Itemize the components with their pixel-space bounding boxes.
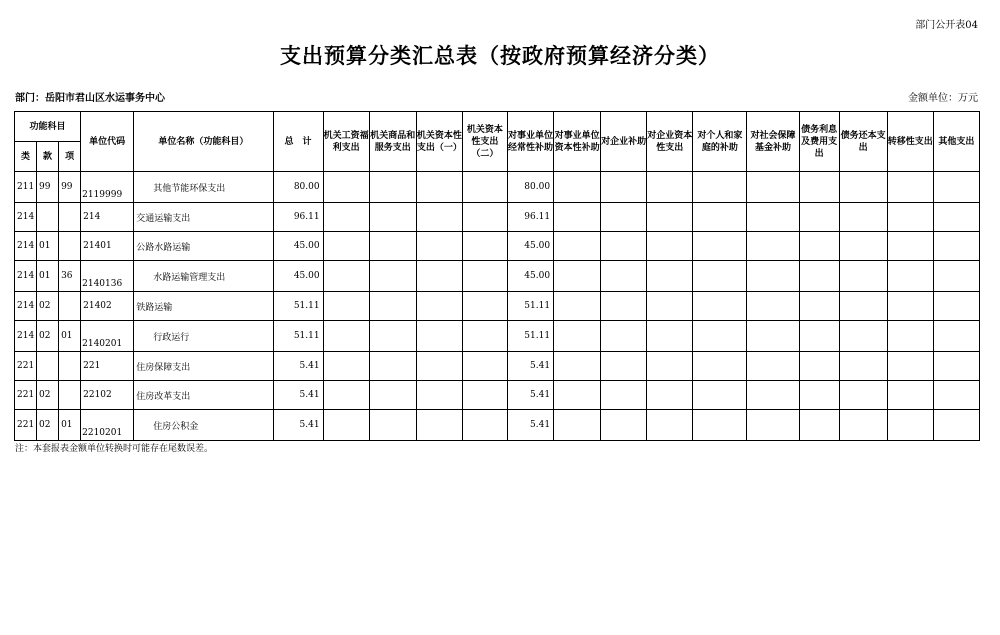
- cell-amount: [933, 172, 979, 203]
- cell-xiang: 01: [59, 410, 81, 441]
- cell-amount: [462, 232, 507, 261]
- cell-xiang: 01: [59, 321, 81, 352]
- cell-amount: [369, 232, 416, 261]
- cell-total: 45.00: [273, 261, 323, 292]
- cell-amount: [799, 172, 839, 203]
- cell-unit-code: 21402: [81, 292, 134, 321]
- cell-amount: [601, 321, 647, 352]
- cell-amount: [839, 381, 887, 410]
- cell-amount: [462, 172, 507, 203]
- cell-amount: [323, 321, 369, 352]
- cell-total: 5.41: [273, 381, 323, 410]
- cell-amount: [554, 232, 601, 261]
- cell-unit-code: 2140136: [81, 261, 134, 292]
- cell-amount: [323, 410, 369, 441]
- header-col: 债务利息及费用支出: [799, 112, 839, 172]
- cell-amount: [554, 381, 601, 410]
- cell-amount: [933, 321, 979, 352]
- cell-amount: [933, 410, 979, 441]
- cell-amount: [799, 410, 839, 441]
- cell-amount: [416, 292, 462, 321]
- cell-amount: [839, 352, 887, 381]
- cell-amount: [416, 261, 462, 292]
- cell-total: 5.41: [273, 410, 323, 441]
- footnote: 注：本套报表金额单位转换时可能存在尾数误差。: [15, 444, 214, 454]
- cell-amount: [747, 172, 799, 203]
- cell-lei: 221: [15, 410, 37, 441]
- header-col: 对社会保障基金补助: [747, 112, 799, 172]
- cell-lei: 214: [15, 232, 37, 261]
- cell-amount: [554, 352, 601, 381]
- cell-amount: [933, 203, 979, 232]
- cell-unit-name: 交通运输支出: [134, 203, 273, 232]
- cell-amount: [693, 292, 747, 321]
- cell-kuan: 02: [37, 381, 59, 410]
- table-row: [15, 203, 980, 232]
- cell-amount: [647, 232, 693, 261]
- cell-lei: 211: [15, 172, 37, 203]
- cell-amount: [647, 410, 693, 441]
- cell-amount: [462, 352, 507, 381]
- cell-unit-code: 22102: [81, 381, 134, 410]
- header-col: 对事业单位经常性补助: [507, 112, 553, 172]
- cell-unit-name: 铁路运输: [134, 292, 273, 321]
- table-row: [15, 292, 980, 321]
- table-header: [15, 112, 980, 172]
- cell-amount: [554, 321, 601, 352]
- budget-table: [14, 111, 980, 441]
- cell-amount: [887, 352, 933, 381]
- cell-amount: [601, 352, 647, 381]
- cell-amount: [369, 292, 416, 321]
- cell-kuan: 02: [37, 321, 59, 352]
- cell-kuan: 02: [37, 292, 59, 321]
- header-col: 机关工资福利支出: [323, 112, 369, 172]
- cell-amount: [369, 381, 416, 410]
- cell-amount: [601, 172, 647, 203]
- cell-amount: [369, 410, 416, 441]
- header-col: 对企业补助: [601, 112, 647, 172]
- cell-total: 5.41: [273, 352, 323, 381]
- cell-amount: [887, 292, 933, 321]
- cell-unit-name: 公路水路运输: [134, 232, 273, 261]
- cell-unit-name: 住房改革支出: [134, 381, 273, 410]
- header-func-group: 功能科目: [15, 112, 81, 142]
- cell-total: 96.11: [273, 203, 323, 232]
- cell-amount: [369, 321, 416, 352]
- cell-amount: [323, 261, 369, 292]
- cell-unit-code: 214: [81, 203, 134, 232]
- table-row: [15, 172, 980, 203]
- header-unit-code: 单位代码: [81, 112, 134, 172]
- cell-amount: 5.41: [507, 381, 553, 410]
- cell-amount: [323, 232, 369, 261]
- cell-amount: [554, 172, 601, 203]
- cell-amount: [554, 292, 601, 321]
- cell-lei: 221: [15, 381, 37, 410]
- cell-amount: [839, 321, 887, 352]
- cell-amount: [799, 261, 839, 292]
- cell-amount: [647, 321, 693, 352]
- cell-amount: [323, 352, 369, 381]
- cell-amount: [747, 292, 799, 321]
- cell-amount: [554, 261, 601, 292]
- cell-amount: 45.00: [507, 232, 553, 261]
- cell-amount: [323, 381, 369, 410]
- cell-amount: 51.11: [507, 321, 553, 352]
- cell-amount: [747, 410, 799, 441]
- cell-unit-code: 2119999: [81, 172, 134, 203]
- amount-unit-label: 金额单位：万元: [908, 93, 978, 104]
- cell-lei: 214: [15, 203, 37, 232]
- page-title: 支出预算分类汇总表（按政府预算经济分类）: [280, 43, 720, 68]
- header-col: 转移性支出: [887, 112, 933, 172]
- cell-amount: [839, 172, 887, 203]
- cell-amount: [647, 261, 693, 292]
- cell-amount: [416, 232, 462, 261]
- cell-amount: 45.00: [507, 261, 553, 292]
- cell-amount: [554, 410, 601, 441]
- department-label: 部门：岳阳市君山区水运事务中心: [15, 93, 165, 104]
- header-col: 机关商品和服务支出: [369, 112, 416, 172]
- cell-kuan: [37, 203, 59, 232]
- cell-amount: [693, 321, 747, 352]
- header-col: 对事业单位资本性补助: [554, 112, 601, 172]
- cell-amount: [601, 203, 647, 232]
- cell-kuan: [37, 352, 59, 381]
- cell-amount: [601, 381, 647, 410]
- cell-amount: [693, 232, 747, 261]
- cell-amount: 96.11: [507, 203, 553, 232]
- cell-amount: [369, 172, 416, 203]
- cell-amount: [839, 261, 887, 292]
- header-col: 其他支出: [933, 112, 979, 172]
- cell-total: 45.00: [273, 232, 323, 261]
- cell-amount: [933, 292, 979, 321]
- cell-amount: [799, 232, 839, 261]
- cell-amount: [323, 172, 369, 203]
- cell-unit-code: 221: [81, 352, 134, 381]
- cell-unit-name: 行政运行: [134, 321, 273, 352]
- cell-amount: [647, 203, 693, 232]
- cell-xiang: 99: [59, 172, 81, 203]
- cell-amount: [369, 261, 416, 292]
- cell-amount: [601, 261, 647, 292]
- header-lei: 类: [15, 142, 37, 172]
- cell-amount: [747, 232, 799, 261]
- cell-amount: [323, 292, 369, 321]
- cell-amount: [369, 203, 416, 232]
- header-col: 对个人和家庭的补助: [693, 112, 747, 172]
- cell-amount: [887, 261, 933, 292]
- cell-amount: [887, 321, 933, 352]
- cell-amount: 51.11: [507, 292, 553, 321]
- cell-amount: [416, 381, 462, 410]
- cell-amount: [462, 321, 507, 352]
- header-col: 机关资本性支出（二）: [462, 112, 507, 172]
- cell-amount: 80.00: [507, 172, 553, 203]
- cell-xiang: [59, 292, 81, 321]
- cell-kuan: 01: [37, 232, 59, 261]
- table-row: [15, 352, 980, 381]
- cell-amount: [462, 261, 507, 292]
- cell-amount: [747, 261, 799, 292]
- cell-kuan: 02: [37, 410, 59, 441]
- cell-lei: 214: [15, 321, 37, 352]
- table-row: [15, 261, 980, 292]
- cell-amount: [601, 410, 647, 441]
- cell-unit-code: 21401: [81, 232, 134, 261]
- cell-kuan: 01: [37, 261, 59, 292]
- cell-amount: [693, 203, 747, 232]
- cell-xiang: 36: [59, 261, 81, 292]
- cell-unit-code: 2140201: [81, 321, 134, 352]
- table-body: [15, 172, 980, 441]
- cell-xiang: [59, 381, 81, 410]
- table-row: [15, 410, 980, 441]
- cell-amount: [647, 292, 693, 321]
- cell-amount: [462, 381, 507, 410]
- cell-amount: 5.41: [507, 352, 553, 381]
- cell-amount: [887, 232, 933, 261]
- cell-unit-name: 其他节能环保支出: [134, 172, 273, 203]
- cell-amount: [839, 232, 887, 261]
- cell-amount: [416, 172, 462, 203]
- cell-lei: 214: [15, 261, 37, 292]
- table-row: [15, 381, 980, 410]
- form-tag: 部门公开表04: [915, 20, 978, 31]
- cell-lei: 221: [15, 352, 37, 381]
- cell-unit-code: 2210201: [81, 410, 134, 441]
- cell-amount: [933, 381, 979, 410]
- cell-total: 51.11: [273, 321, 323, 352]
- cell-amount: [693, 410, 747, 441]
- cell-amount: [416, 321, 462, 352]
- table-row: [15, 232, 980, 261]
- header-kuan: 款: [37, 142, 59, 172]
- cell-amount: [799, 352, 839, 381]
- cell-amount: [369, 352, 416, 381]
- cell-amount: [747, 203, 799, 232]
- cell-amount: [416, 352, 462, 381]
- cell-amount: [799, 321, 839, 352]
- cell-amount: [693, 352, 747, 381]
- header-col: 机关资本性支出（一）: [416, 112, 462, 172]
- header-unit-name: 单位名称（功能科目）: [134, 112, 273, 172]
- cell-kuan: 99: [37, 172, 59, 203]
- cell-amount: 5.41: [507, 410, 553, 441]
- cell-amount: [933, 261, 979, 292]
- cell-amount: [839, 203, 887, 232]
- cell-amount: [462, 292, 507, 321]
- cell-amount: [799, 381, 839, 410]
- cell-amount: [933, 232, 979, 261]
- header-xiang: 项: [59, 142, 81, 172]
- cell-amount: [462, 410, 507, 441]
- cell-amount: [747, 352, 799, 381]
- cell-amount: [887, 410, 933, 441]
- cell-amount: [747, 381, 799, 410]
- cell-xiang: [59, 232, 81, 261]
- cell-amount: [887, 203, 933, 232]
- cell-amount: [554, 203, 601, 232]
- cell-amount: [416, 203, 462, 232]
- cell-amount: [887, 172, 933, 203]
- cell-amount: [839, 410, 887, 441]
- cell-total: 80.00: [273, 172, 323, 203]
- cell-amount: [416, 410, 462, 441]
- cell-xiang: [59, 203, 81, 232]
- cell-amount: [693, 261, 747, 292]
- cell-amount: [693, 381, 747, 410]
- cell-amount: [323, 203, 369, 232]
- table-row: [15, 321, 980, 352]
- cell-amount: [693, 172, 747, 203]
- cell-amount: [647, 352, 693, 381]
- cell-amount: [933, 352, 979, 381]
- cell-total: 51.11: [273, 292, 323, 321]
- cell-amount: [887, 381, 933, 410]
- cell-amount: [747, 321, 799, 352]
- cell-amount: [799, 203, 839, 232]
- cell-amount: [647, 381, 693, 410]
- cell-amount: [647, 172, 693, 203]
- cell-unit-name: 住房保障支出: [134, 352, 273, 381]
- header-total: 总 计: [273, 112, 323, 172]
- header-col: 债务还本支出: [839, 112, 887, 172]
- cell-lei: 214: [15, 292, 37, 321]
- cell-amount: [601, 232, 647, 261]
- cell-amount: [799, 292, 839, 321]
- cell-unit-name: 水路运输管理支出: [134, 261, 273, 292]
- cell-xiang: [59, 352, 81, 381]
- cell-unit-name: 住房公积金: [134, 410, 273, 441]
- cell-amount: [839, 292, 887, 321]
- cell-amount: [462, 203, 507, 232]
- cell-amount: [601, 292, 647, 321]
- header-col: 对企业资本性支出: [647, 112, 693, 172]
